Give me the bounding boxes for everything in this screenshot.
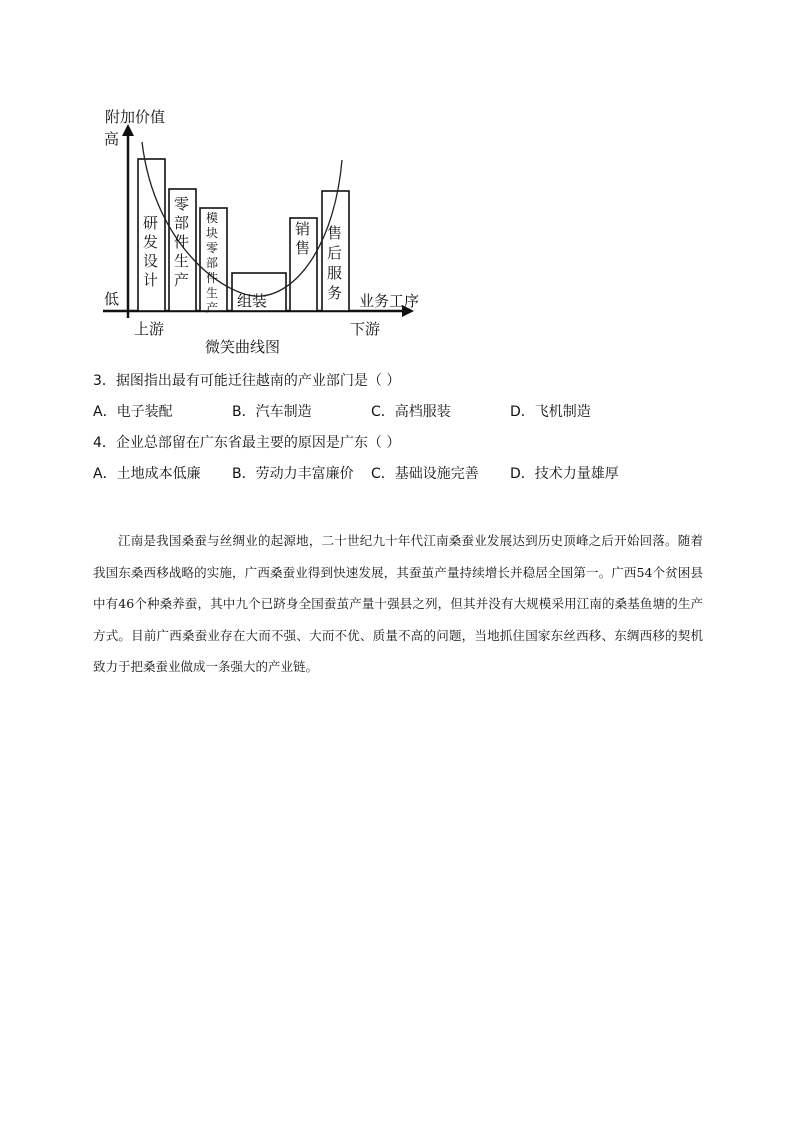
label-char: 组装 xyxy=(237,292,268,310)
label-module xyxy=(206,210,218,315)
y-low-label: 低 xyxy=(104,290,120,308)
label-char: 售 xyxy=(327,224,343,242)
label-parts xyxy=(174,195,189,289)
question-3-option-a: A．电子装配 xyxy=(93,404,173,420)
label-char: 生 xyxy=(206,286,219,300)
label-char: 产 xyxy=(206,301,219,315)
x-axis-title: 业务工序 xyxy=(359,292,420,310)
question-4-option-a: A．土地成本低廉 xyxy=(93,466,201,482)
label-char: 部 xyxy=(206,256,219,270)
y-axis-title: 附加价值 xyxy=(105,108,166,126)
label-char: 块 xyxy=(206,226,219,240)
label-sales xyxy=(295,220,310,257)
label-char: 研 xyxy=(143,214,159,232)
y-high-label: 高 xyxy=(104,130,120,148)
question-3-option-d: D．飞机制造 xyxy=(510,404,591,420)
label-char: 发 xyxy=(143,233,159,251)
label-char: 生 xyxy=(174,252,190,270)
smile-curve-figure xyxy=(0,0,794,370)
label-assembly xyxy=(237,292,267,310)
label-char: 零 xyxy=(206,241,219,255)
label-char: 模 xyxy=(206,211,219,225)
chart-caption: 微笑曲线图 xyxy=(205,338,281,356)
question-3-stem: 3．据图指出最有可能迁往越南的产业部门是（ ） xyxy=(93,373,401,389)
label-char: 件 xyxy=(174,233,190,251)
question-4-option-b: B．劳动力丰富廉价 xyxy=(232,466,354,482)
passage-paragraph: 江南是我国桑蚕与丝绸业的起源地，二十世纪九十年代江南桑蚕业发展达到历史顶峰之后开始回落。随着我国东桑西移战略的实施，广西桑蚕业得到快速发展，其蚕茧产量持续增长并稳居全国第一。广西54个贫困县中有46个种桑养蚕，其中九个已跻身全国蚕茧产量十强县之列，但其并没有大规模采用江南的桑基鱼塘的生产方式。目前广西桑蚕业存在大而不强、大而不优、质量不高的问题，当地抓住国家东丝西移、东绸西移的契机致力于把桑蚕业做成一条强大的产业链。 xyxy=(93,533,703,675)
label-char: 件 xyxy=(206,271,219,285)
label-char: 计 xyxy=(143,271,159,289)
label-char: 后 xyxy=(327,244,343,262)
label-char: 产 xyxy=(174,271,190,289)
label-rd xyxy=(143,214,158,289)
label-char: 设 xyxy=(143,252,159,270)
reading-passage xyxy=(93,525,703,683)
label-char: 部 xyxy=(174,214,190,232)
label-char: 务 xyxy=(327,284,343,302)
label-char: 销 xyxy=(295,220,311,238)
question-3-option-b: B．汽车制造 xyxy=(232,404,312,420)
x-right-label: 下游 xyxy=(350,320,381,338)
question-4-stem: 4．企业总部留在广东省最主要的原因是广东（ ） xyxy=(93,435,401,451)
label-char: 售 xyxy=(295,239,311,257)
label-char: 零 xyxy=(174,195,190,213)
question-4-option-d: D．技术力量雄厚 xyxy=(510,466,619,482)
question-4-option-c: C．基础设施完善 xyxy=(371,466,479,482)
label-char: 服 xyxy=(327,264,343,282)
question-3-option-c: C．高档服装 xyxy=(371,404,451,420)
x-left-label: 上游 xyxy=(134,320,165,338)
